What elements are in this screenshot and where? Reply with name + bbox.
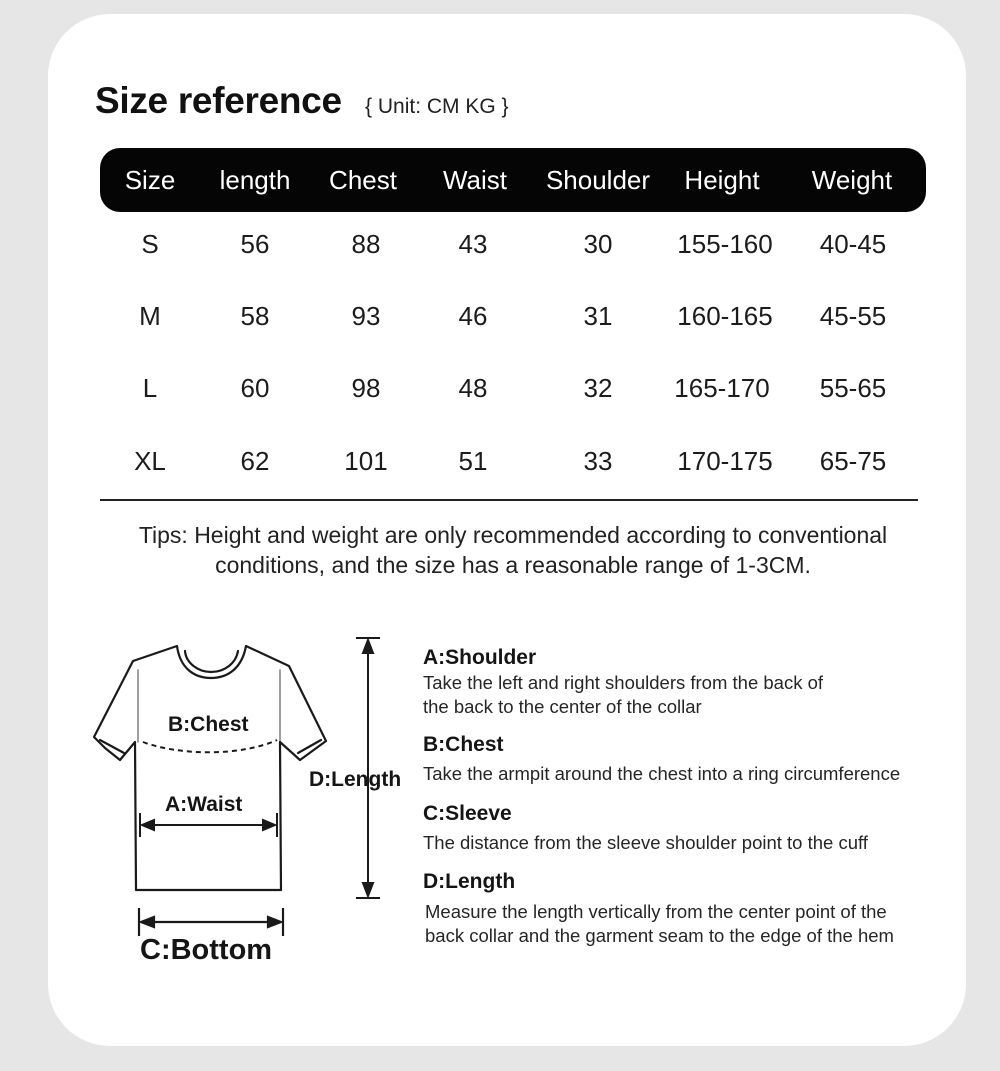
- length-label: D:Length: [309, 768, 402, 791]
- cell-shoulder: 33: [583, 446, 613, 476]
- column-header-length: length: [219, 165, 291, 195]
- description-line: Take the armpit around the chest into a ring circumference: [423, 763, 901, 784]
- cell-height: 165-170: [674, 373, 770, 403]
- collar-icon: [185, 651, 238, 672]
- chest-label: B:Chest: [168, 713, 249, 736]
- cell-waist: 51: [458, 446, 488, 476]
- cell-shoulder: 31: [583, 301, 613, 331]
- sleeve-description: [423, 831, 868, 855]
- cell-length: 62: [240, 446, 270, 476]
- cell-chest: 93: [351, 301, 381, 331]
- description-line: the back to the center of the collar: [423, 696, 702, 717]
- cell-shoulder: 30: [583, 229, 613, 259]
- description-line: Take the left and right shoulders from the back of: [423, 672, 824, 693]
- cell-chest: 101: [344, 446, 388, 476]
- cell-weight: 65-75: [819, 446, 887, 476]
- column-header-shoulder: Shoulder: [545, 165, 651, 195]
- bottom-measure-arrow: [139, 908, 283, 936]
- column-header-chest: Chest: [329, 165, 397, 195]
- waist-label: A:Waist: [165, 793, 243, 816]
- cell-waist: 46: [458, 301, 488, 331]
- chest-heading: B:Chest: [423, 733, 504, 756]
- cell-length: 60: [240, 373, 270, 403]
- chest-measure-line: [143, 740, 277, 752]
- length-heading: D:Length: [423, 870, 516, 893]
- cell-shoulder: 32: [583, 373, 613, 403]
- column-header-waist: Waist: [442, 165, 508, 195]
- description-line: back collar and the garment seam to the edge of the hem: [425, 925, 894, 946]
- cell-chest: 98: [351, 373, 381, 403]
- length-description: [425, 900, 894, 948]
- cell-height: 170-175: [677, 446, 773, 476]
- cell-weight: 55-65: [819, 373, 887, 403]
- description-line: The distance from the sleeve shoulder point to the cuff: [423, 832, 868, 853]
- cell-size: S: [141, 229, 159, 259]
- cell-size: M: [139, 301, 161, 331]
- shoulder-description: [423, 671, 823, 719]
- cell-size: XL: [134, 446, 166, 476]
- cell-weight: 45-55: [819, 301, 887, 331]
- cell-waist: 43: [458, 229, 488, 259]
- cell-waist: 48: [458, 373, 488, 403]
- tips-line: Tips: Height and weight are only recommended according to conventional: [138, 522, 888, 548]
- bottom-label: C:Bottom: [140, 934, 273, 966]
- cell-size: L: [142, 373, 158, 403]
- sleeve-heading: C:Sleeve: [423, 802, 512, 825]
- shoulder-heading: A:Shoulder: [423, 646, 537, 669]
- unit-note: { Unit: CM KG }: [365, 95, 509, 118]
- cell-length: 58: [240, 301, 270, 331]
- column-header-weight: Weight: [811, 165, 893, 195]
- cell-weight: 40-45: [819, 229, 887, 259]
- cell-length: 56: [240, 229, 270, 259]
- tshirt-outline: [94, 646, 326, 890]
- cell-chest: 88: [351, 229, 381, 259]
- column-header-size: Size: [124, 165, 176, 195]
- page-title: Size reference: [95, 80, 342, 121]
- chest-description: [423, 762, 900, 786]
- cell-height: 155-160: [677, 229, 773, 259]
- cell-height: 160-165: [677, 301, 773, 331]
- tips-line: conditions, and the size has a reasonable range of 1-3CM.: [215, 552, 811, 578]
- description-line: Measure the length vertically from the center point of the: [425, 901, 887, 922]
- column-header-height: Height: [684, 165, 760, 195]
